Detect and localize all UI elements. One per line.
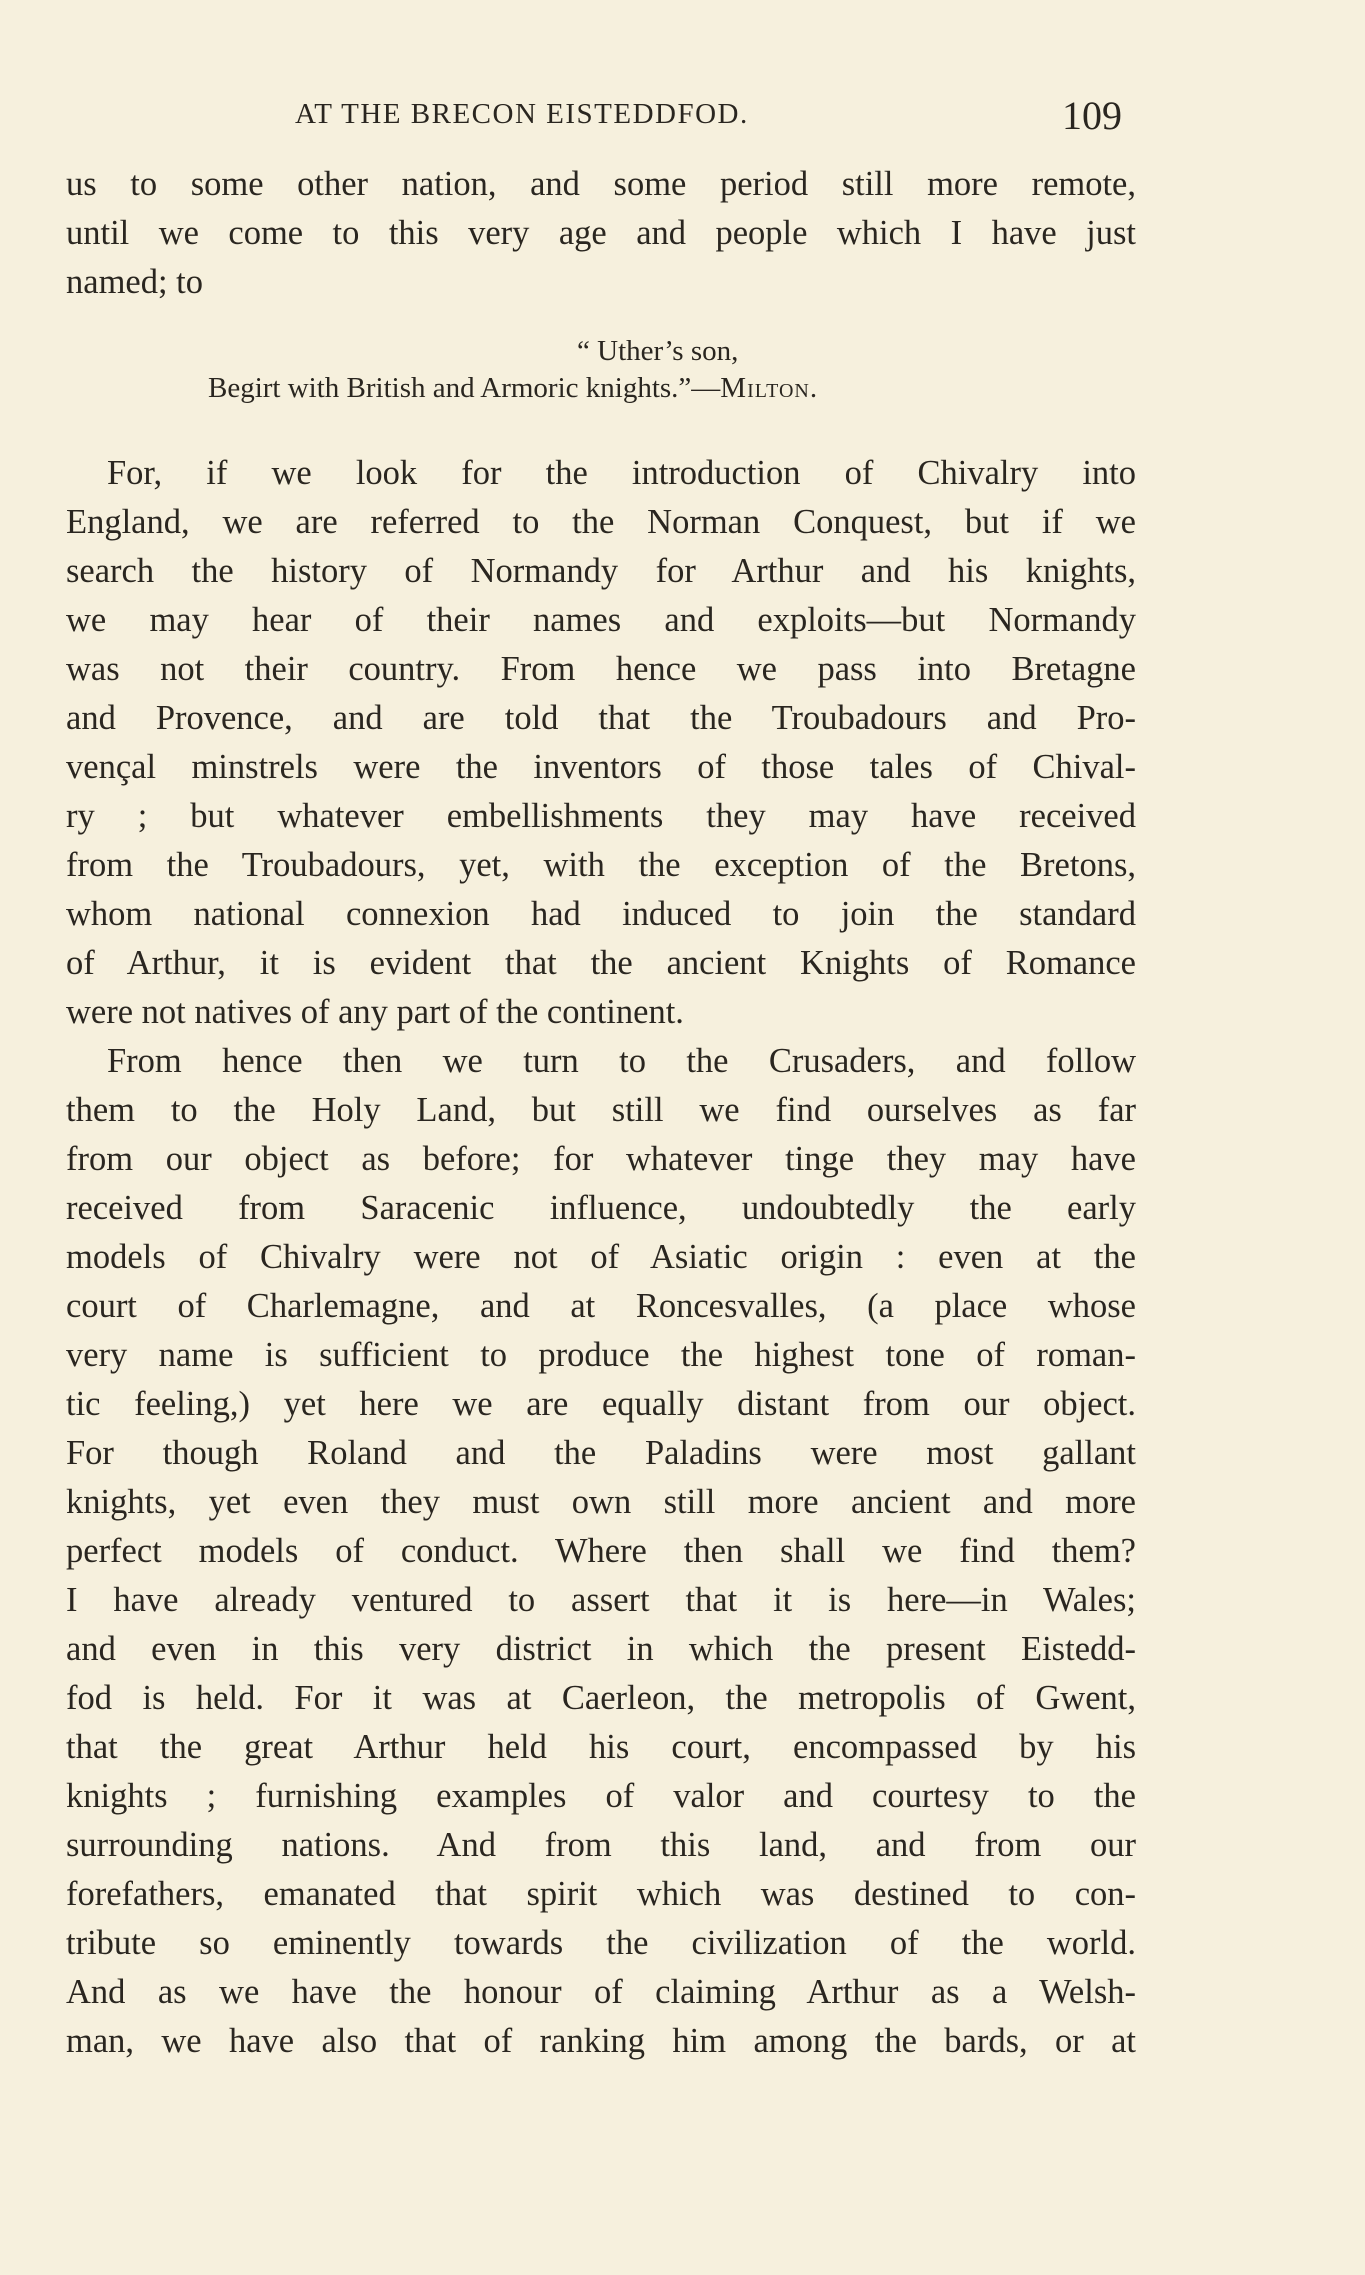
text-line: us to some other nation, and some period still more remote, xyxy=(66,165,1136,203)
text-line: knights ; furnishing examples of valor and courtesy to the xyxy=(66,1777,1136,1815)
text-line: until we come to this very age and people which I have just xyxy=(66,214,1136,252)
text-line: man, we have also that of ranking him among the bards, or at xyxy=(66,2022,1136,2060)
quote-line xyxy=(208,372,818,405)
text-line: For, if we look for the introduction of Chivalry into xyxy=(107,454,1136,492)
text-line: models of Chivalry were not of Asiatic origin : even at the xyxy=(66,1238,1136,1276)
text-line: from the Troubadours, yet, with the exception of the Bretons, xyxy=(66,846,1136,884)
text-line: and Provence, and are told that the Troubadours and Pro- xyxy=(66,699,1136,737)
text-line: vençal minstrels were the inventors of those tales of Chival- xyxy=(66,748,1136,786)
text-line: England, we are referred to the Norman Conquest, but if we xyxy=(66,503,1136,541)
running-head xyxy=(0,92,1130,142)
quote-attribution: Milton. xyxy=(720,372,819,404)
text-line: forefathers, emanated that spirit which was destined to con- xyxy=(66,1875,1136,1913)
text-line: from our object as before; for whatever tinge they may have xyxy=(66,1140,1136,1178)
text-line: of Arthur, it is evident that the ancient Knights of Romance xyxy=(66,944,1136,982)
text-line: very name is sufficient to produce the highest tone of roman- xyxy=(66,1336,1136,1374)
text-line: and even in this very district in which the present Eistedd- xyxy=(66,1630,1136,1668)
text-line: we may hear of their names and exploits—but Normandy xyxy=(66,601,1136,639)
text-line: court of Charlemagne, and at Roncesvalles, (a place whose xyxy=(66,1287,1136,1325)
text-line: surrounding nations. And from this land, and from our xyxy=(66,1826,1136,1864)
text-line: tic feeling,) yet here we are equally distant from our object. xyxy=(66,1385,1136,1423)
page-number: 109 xyxy=(1062,93,1122,138)
text-line: I have already ventured to assert that it is here—in Wales; xyxy=(66,1581,1136,1619)
text-line: received from Saracenic influence, undoubtedly the early xyxy=(66,1189,1136,1227)
text-line: From hence then we turn to the Crusaders, and follow xyxy=(107,1042,1136,1080)
running-title: AT THE BRECON EISTEDDFOD. xyxy=(295,98,749,130)
text-line: ry ; but whatever embellishments they may have received xyxy=(66,797,1136,835)
text-line: that the great Arthur held his court, encompassed by his xyxy=(66,1728,1136,1766)
text-line: whom national connexion had induced to join the standard xyxy=(66,895,1136,933)
quote-line: “ Uther’s son, xyxy=(577,335,739,367)
quote-text: Begirt with British and Armoric knights.”— xyxy=(208,372,721,404)
text-line: tribute so eminently towards the civilization of the world. xyxy=(66,1924,1136,1962)
text-line: And as we have the honour of claiming Arthur as a Welsh- xyxy=(66,1973,1136,2011)
text-line: was not their country. From hence we pass into Bretagne xyxy=(66,650,1136,688)
text-line: them to the Holy Land, but still we find ourselves as far xyxy=(66,1091,1136,1129)
text-line: were not natives of any part of the continent. xyxy=(66,993,684,1031)
text-line: search the history of Normandy for Arthur and his knights, xyxy=(66,552,1136,590)
text-line: perfect models of conduct. Where then shall we find them? xyxy=(66,1532,1136,1570)
text-line: knights, yet even they must own still more ancient and more xyxy=(66,1483,1136,1521)
text-line: For though Roland and the Paladins were most gallant xyxy=(66,1434,1136,1472)
text-line: named; to xyxy=(66,263,204,301)
text-line: fod is held. For it was at Caerleon, the metropolis of Gwent, xyxy=(66,1679,1136,1717)
